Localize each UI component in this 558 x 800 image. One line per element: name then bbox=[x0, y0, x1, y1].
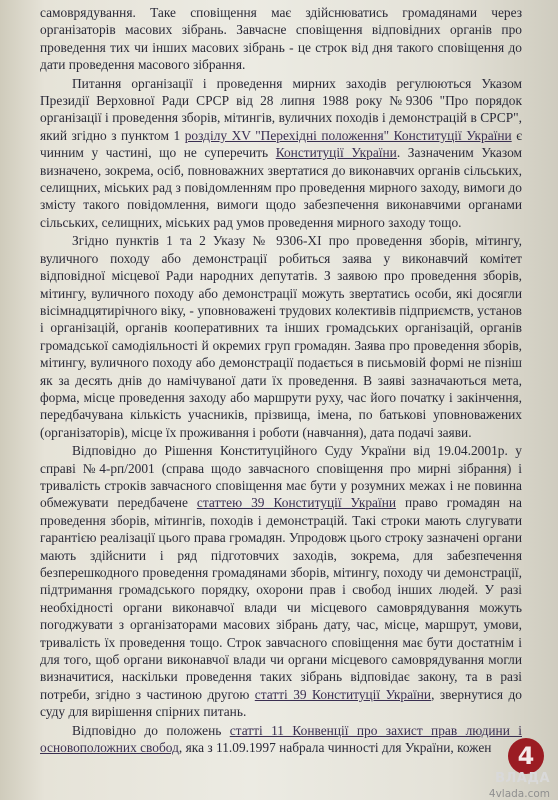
legal-reference-link: статті 11 Конвенції про захист прав людини і основоположних свобод bbox=[40, 722, 522, 756]
legal-reference-link: Конституції України bbox=[275, 145, 397, 161]
document-body bbox=[40, 4, 522, 757]
paragraph bbox=[40, 722, 522, 757]
paragraph-text: право громадян на проведення зборів, мітингів, походів і демонстрацій. Такі строки мають слугувати гарантією реалізації цього права громадян. Упродовж цього строку зазначені органи мають здійснити і ряд підготовчих заходів, зокрема, для забезпечення безперешкодного проведення громадянами зборів, мітингу, походу чи демонстрації, підтримання громадського порядку, охорони прав і свобод інших людей. У разі необхідності органи виконавчої влади чи місцевого самоврядування можуть погоджувати з організаторами масових зібрань дату, час, місце, маршрут, умови, тривалість їх проведення тощо. Строк завчасного сповіщення має бути достатнім і для того, щоб органи виконавчої влади чи органи місцевого самоврядування могли визначитися, наскільки проведення таких зібрань відповідає закону, та в разі потреби, згідно з частиною другою bbox=[40, 495, 522, 702]
site-logo-badge: 4 bbox=[508, 738, 544, 774]
site-watermark: 4vlada.com bbox=[488, 788, 550, 800]
paragraph-text: Відповідно до Рішення Конституційного Суду України від 19.04.2001р. у справі №4-рп/2001 (справа щодо завчасного сповіщення про мирні зібрання) і тривалість строків завчасного сповіщення має бути у розумних межах і не повинна обмежувати передбачене bbox=[40, 443, 522, 511]
paragraph-text: Згідно пунктів 1 та 2 Указу № 9306-XI про проведення зборів, мітингу, вуличного походу або демонстрації робиться заява у виконавчий комітет відповідної місцевої Ради народних депутатів. З заявою про проведення зборів, мітингу, вуличного походу або демонстрації можуть звертатись особи, які досягли вісімнадцятирічного віку, - уповноважені трудових колективів підприємств, установ і організацій, органів кооперативних та інших громадських організацій, органів громадської самодіяльності й окремих груп громадян. Заява про проведення зборів, мітингу, вуличного походу або демонстрації подається в письмовій формі не пізніш як за десять днів до намічуваної дати їх проведення. В заяві зазначаються мета, форма, місце проведення заходу або маршрути руху, час його початку і закінчення, передбачувана кількість учасників, прізвища, імена, по батькові уповноважених (організаторів), місце їх проживання і роботи (навчання), дата подачі заяви. bbox=[40, 233, 522, 440]
site-logo-word: ВЛАДА bbox=[495, 771, 550, 786]
paragraph bbox=[40, 442, 522, 721]
paragraph-text: . Зазначеним Указом визначено, зокрема, осіб, повноважних звертатися до виконавчих органів сільських, селищних, міських рад з повідомленням про проведення мирного заходу, вимоги до змісту такого повідомлення, вимоги щодо забезпечення виконавчими органами сільських, селищних, міських рад умов проведення мирного заходу тощо. bbox=[40, 145, 522, 230]
legal-reference-link: статтею 39 Конституції України bbox=[196, 495, 397, 511]
legal-reference-link: статті 39 Конституції України bbox=[254, 686, 432, 702]
paragraph-text: Питання організації і проведення мирних заходів регулюються Указом Президії Верховної Ради СРСР від 28 липня 1988 року №9306 "Про порядок організації і проведення зборів, мітингів, вуличних походів і демонстрацій в СРСР", який згідно з пунктом 1 bbox=[40, 75, 522, 143]
paragraph-text: Відповідно до положень bbox=[72, 722, 230, 738]
paragraph-text: , звернутися до суду для вирішення спірних питань. bbox=[40, 686, 522, 720]
paragraph bbox=[40, 75, 522, 232]
paragraph bbox=[40, 232, 522, 441]
paragraph-text: , яка з 11.09.1997 набрала чинності для України, кожен bbox=[178, 740, 492, 756]
paragraph-text: є чинним у частині, що не суперечить bbox=[40, 127, 522, 161]
paragraph-text: самоврядування. Таке сповіщення має здійснюватись громадянами через організаторів масових зібрань. Завчасне сповіщення відповідних органів про проведення тих чи інших масових зібрань - це строк від дня такого сповіщення до дати проведення масового зібрання. bbox=[40, 5, 522, 73]
paragraph bbox=[40, 4, 522, 74]
legal-reference-link: розділу XV "Перехідні положення" Конституції України bbox=[184, 127, 512, 143]
